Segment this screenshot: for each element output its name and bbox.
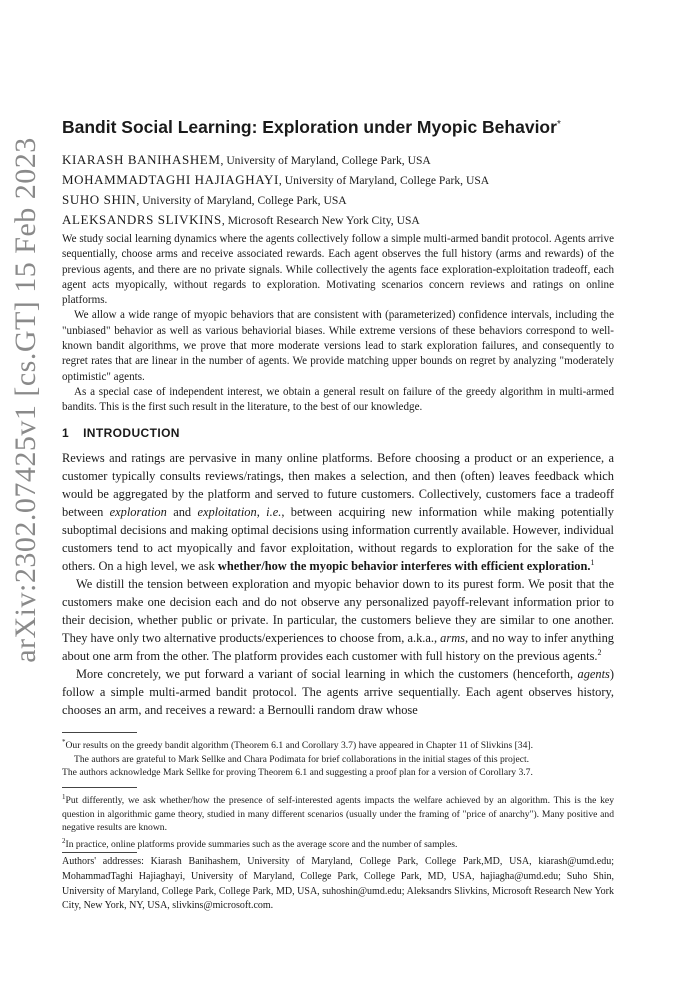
abstract-paragraph: We study social learning dynamics where the agents collectively follow a simple multi-armed bandit protocol. Agents arrive sequentially, choose arms and receive associated rewards. Each agent observes the full history (arms and rewards) of the previous agents, and there are no private signals. While collectively the agents face exploration-exploitation tradeoff, each agent acts myopically, without regards to exploration. Motivating scenarios concern reviews and ratings on online platforms. [62, 233, 614, 307]
text-run: , between acquiring new information while making potentially suboptimal decisions and making optimal decisions using information currently available. However, individual customers tend to act myopically and favor exploitation, without regards to exploration for the sake of the others. On a high level, we ask [62, 505, 614, 573]
text-run: , and no way to infer anything about one arm from the other. The platform provides each customer with full history on the previous agents. [62, 631, 614, 663]
text-run: and [166, 505, 198, 519]
title-footnote [62, 736, 614, 780]
author-affiliation: , University of Maryland, College Park, USA [220, 154, 431, 167]
bold-question: whether/how the myopic behavior interferes with efficient exploration. [217, 559, 591, 573]
footnote-text: Put differently, we ask whether/how the presence of self-interested agents impacts the welfare achieved by an algorithm. This is the key question in algorithmic game theory, studied in many different scenarios (usually under the framing of "price of anarchy"). Many positive and negative results are known. [62, 795, 614, 834]
emphasis: exploration [109, 505, 167, 519]
paper-title [62, 116, 622, 138]
author-line [62, 150, 614, 170]
footnote-mark: 1 [62, 793, 66, 801]
author-name: ALEKSANDRS SLIVKINS [62, 212, 222, 227]
text-run: More concretely, we put forward a variant of social learning in which the customers (henceforth, [76, 667, 578, 681]
author-name: SUHO SHIN [62, 192, 137, 207]
author-name: MOHAMMADTAGHI HAJIAGHAYI [62, 172, 279, 187]
body-paragraph [62, 449, 614, 575]
body-paragraph [62, 665, 614, 719]
footnote-rule [62, 852, 137, 853]
abstract-paragraph: We allow a wide range of myopic behaviors that are consistent with (parameterized) confidence intervals, including the "unbiased" behavior as well as various behaviorial biases. While extreme versions of these behaviors correspond to well-known bandit algorithms, we prove that more moderate versions lead to stark exploration failures, and consequently to regret rates that are linear in the number of agents. We provide matching upper bounds on regret by analyzing "moderately optimistic" agents. [62, 309, 614, 383]
title-footnote-mark: * [556, 119, 561, 130]
footnote-rule [62, 732, 137, 733]
footnote-1 [62, 791, 614, 835]
author-name: KIARASH BANIHASHEM [62, 152, 221, 167]
footnote-mark: * [62, 738, 66, 746]
numbered-footnotes [62, 791, 614, 852]
author-line [62, 210, 614, 230]
author-affiliation: , Microsoft Research New York City, USA [221, 214, 420, 227]
footnote-text: In practice, online platforms provide summaries such as the average score and the number of samples. [65, 839, 458, 851]
abstract-paragraph: As a special case of independent interest, we obtain a general result on failure of the greedy algorithm in multi-armed bandits. This is the first such result in the literature, to the best of our knowledge. [62, 385, 614, 414]
footnote-text: Our results on the greedy bandit algorithm (Theorem 6.1 and Corollary 3.7) have appeared in Chapter 11 of Slivkins [34]. [65, 740, 533, 752]
footnote-line [62, 753, 614, 767]
text-run: Reviews and ratings are pervasive in many online platforms. Before choosing a product or an experience, a customer typically consults reviews/ratings, then makes a selection, and then (often) leaves feedback which would be aggregated by the platform and served to future customers. Collectively, customers face a tradeoff between [62, 451, 614, 519]
footnote-2 [62, 835, 614, 852]
emphasis: i.e. [266, 505, 282, 519]
text-run: , [256, 505, 267, 519]
arxiv-side-stamp [8, 137, 44, 663]
emphasis: exploitation [197, 505, 257, 519]
section-number: 1 [62, 426, 70, 440]
footnote-line [62, 766, 614, 780]
footnote-mark: 2 [62, 836, 66, 845]
section-title: INTRODUCTION [83, 426, 180, 440]
author-list [62, 150, 614, 230]
introduction-body [62, 449, 614, 719]
footnote-text: The authors acknowledge Mark Sellke for proving Theorem 6.1 and suggesting a proof plan for a version of Corollary 3.7. [62, 767, 533, 779]
arxiv-identifier: arXiv:2302.07425v1 [cs.GT] 15 Feb 2023 [9, 137, 43, 663]
author-addresses: Authors' addresses: Kiarash Banihashem, University of Maryland, College Park, College Park,MD, USA, kiarash@umd.edu; MohammadTaghi Hajiaghayi, University of Maryland, College Park, College Park, MD, USA, hajiagha@umd.edu; Suho Shin, University of Maryland, College Park, College Park, MD, USA, suhoshin@umd.edu; Aleksandrs Slivkins, Microsoft Research New York City, New York, NY, USA, slivkins@microsoft.com. [62, 856, 614, 912]
footnote-ref[interactable]: 1 [590, 557, 595, 567]
footnote-line [62, 736, 614, 753]
emphasis: arms [440, 631, 465, 645]
author-line [62, 190, 614, 210]
section-heading [62, 426, 614, 440]
body-paragraph [62, 575, 614, 665]
author-affiliation: , University of Maryland, College Park, USA [278, 174, 490, 187]
paper-title-text: Bandit Social Learning: Exploration under Myopic Behavior [62, 117, 557, 137]
text-run: ) follow a simple multi-armed bandit protocol. The agents arrive sequentially. Each agent observes history, chooses an arm, and receives a reward: a Bernoulli random draw whose [62, 667, 614, 717]
abstract [62, 232, 614, 416]
author-line [62, 170, 614, 190]
author-affiliation: , University of Maryland, College Park, USA [136, 194, 347, 207]
footnote-ref[interactable]: 2 [597, 647, 602, 657]
footnote-rule [62, 787, 137, 788]
text-run: We distill the tension between exploration and myopic behavior down to its purest form. We posit that the customers make one decision each and do not observe any personalized payoff-relevant information prior to their decision, whether public or private. In particular, the customers believe they are similar to one another. They have only two alternative products/experiences to choose from, a.k.a., [62, 577, 614, 645]
emphasis: agents [577, 667, 610, 681]
footnote-text: The authors are grateful to Mark Sellke and Chara Podimata for brief collaborations in the initial stages of this project. [74, 753, 530, 765]
